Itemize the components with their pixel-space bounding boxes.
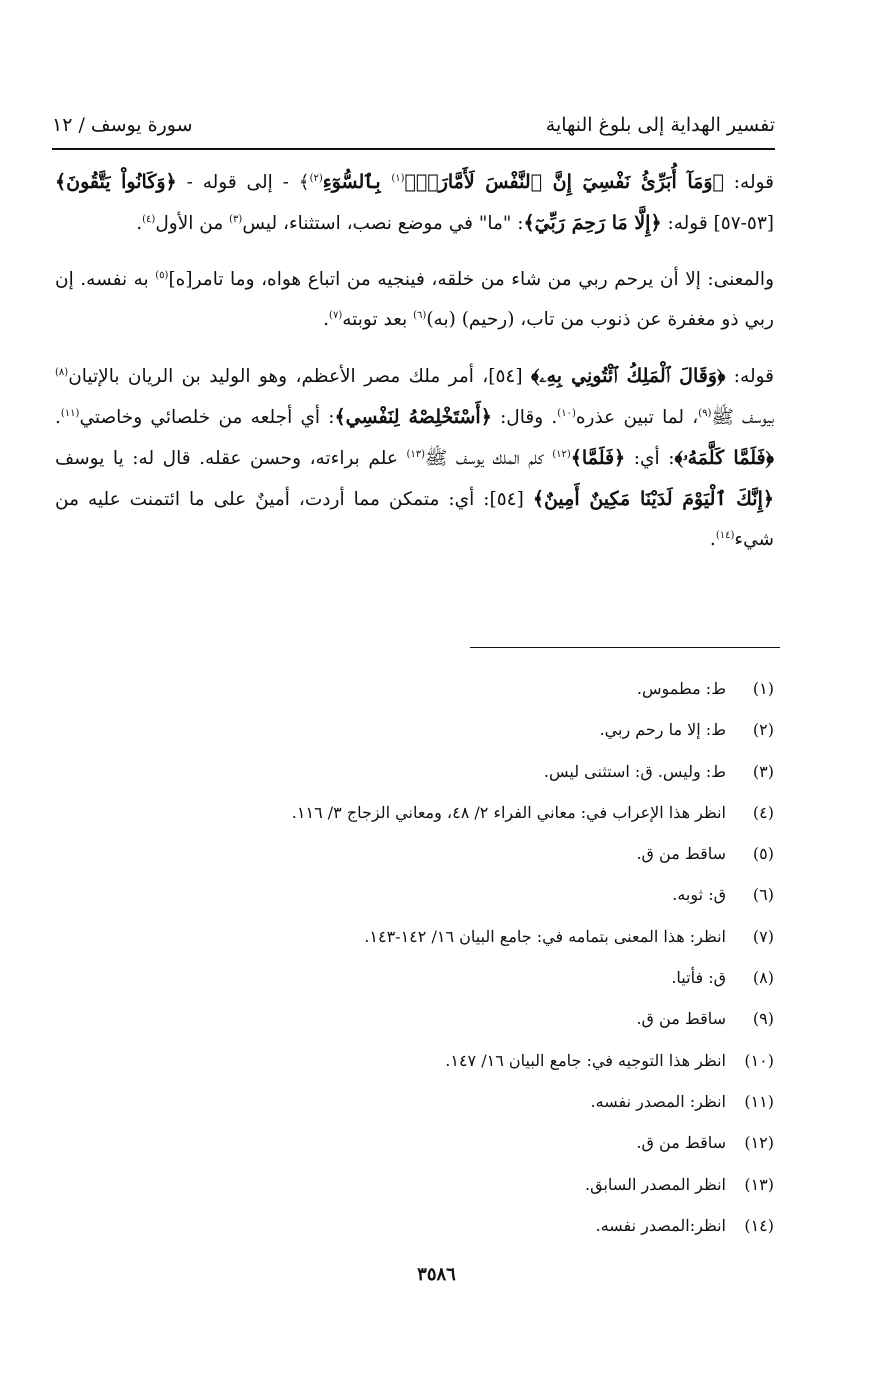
quran-verse: ﴿وَقَالَ ٱلْمَلِكُ ٱئْتُونِي بِهِۦ﴾ bbox=[530, 365, 726, 387]
footnote-item bbox=[100, 878, 774, 919]
text-run: قوله: bbox=[723, 172, 774, 193]
text-run: كلم الملك يوسف ﷺ bbox=[425, 448, 553, 469]
text-run: : أي: bbox=[625, 448, 675, 469]
footnote-item bbox=[100, 1002, 774, 1043]
footnote-item bbox=[100, 1126, 774, 1167]
footnote-number: (٧) bbox=[752, 926, 774, 946]
footnote-number: (٥) bbox=[752, 844, 774, 864]
text-run: به نفسه. إن ربي ذو مغفرة عن ذنوب من تاب، (رحيم) (به) bbox=[55, 269, 774, 330]
footnote-number: (٩) bbox=[752, 1009, 774, 1029]
text-run: . bbox=[323, 309, 330, 330]
footnote-number: (٢) bbox=[752, 720, 774, 740]
footnote-text: انظر:المصدر نفسه. bbox=[595, 1215, 726, 1235]
footnote-ref: (١١) bbox=[60, 407, 80, 419]
footnote-item bbox=[100, 920, 774, 961]
footnote-ref: (٩) bbox=[698, 407, 712, 419]
text-run: ، لما تبين عذره bbox=[575, 407, 699, 428]
footnote-item bbox=[100, 796, 774, 837]
footnote-number: (٤) bbox=[752, 802, 774, 822]
footnote-ref: (١٤) bbox=[715, 529, 735, 541]
footnote-ref: (٥) bbox=[155, 269, 169, 281]
quran-verse: ﴿وَكَانُواْ يَتَّقُونَ﴾ bbox=[55, 171, 177, 193]
footnote-item bbox=[100, 837, 774, 878]
quran-verse: ﴿أَسْتَخْلِصْهُ لِنَفْسِي﴾ bbox=[334, 406, 492, 428]
footnote-ref: (٧) bbox=[329, 309, 343, 321]
book-title: تفسير الهداية إلى بلوغ النهاية bbox=[545, 114, 775, 136]
text-run: قوله: bbox=[725, 366, 774, 387]
footnote-item bbox=[100, 713, 774, 754]
text-run: . bbox=[709, 529, 716, 550]
footnote-text: انظر: المصدر نفسه. bbox=[590, 1091, 726, 1111]
text-run: بيوسف ﷺ bbox=[711, 407, 775, 428]
footnote-text: ط: إلا ما رحم ربي. bbox=[599, 720, 726, 740]
footnote-ref: (١٠) bbox=[557, 407, 576, 419]
header-rule bbox=[52, 148, 775, 150]
footnote-text: ساقط من ق. bbox=[636, 844, 726, 864]
footnote-text: ق: ثوبه. bbox=[672, 885, 726, 905]
quran-verse: ﴿فَلَمَّا كَلَّمَهُۥ﴾ bbox=[674, 447, 774, 469]
quran-verse: بِٱلسُّوٓءِ bbox=[322, 171, 392, 193]
paragraph-2 bbox=[55, 260, 774, 340]
footnote-ref: (٣) bbox=[229, 213, 243, 225]
footnote-item bbox=[100, 755, 774, 796]
quran-verse: ﴿فَلَمَّا﴾ bbox=[570, 447, 626, 469]
footnote-text: انظر: هذا المعنى بتمامه في: جامع البيان ١٦/ ١٤٢-١٤٣. bbox=[364, 926, 726, 946]
footnote-text: ساقط من ق. bbox=[636, 1133, 726, 1153]
footnote-ref: (١٣) bbox=[406, 448, 425, 460]
footnote-text: ط: وليس. ق: استثنى ليس. bbox=[543, 761, 726, 781]
footnote-item bbox=[100, 1044, 774, 1085]
quran-verse: ﴿وَمَآ أُبَرِّئُ نَفْسِيٓ إِنَّ ٱلنَّفْسَ لَأَمَّارَةُۢ bbox=[404, 171, 724, 193]
footnote-ref: (١) bbox=[391, 172, 405, 184]
footnote-ref: (٨) bbox=[55, 366, 69, 378]
page-number: ٣٥٨٦ bbox=[417, 1264, 456, 1285]
text-run: [٥٣-٥٧] قوله: bbox=[661, 213, 774, 234]
footnote-number: (١٣) bbox=[744, 1174, 774, 1194]
quran-verse: ﴿إِنَّكَ ٱلْيَوْمَ لَدَيْنَا مَكِينٌ أَمِينٌ﴾ bbox=[532, 488, 774, 510]
footnote-item bbox=[100, 1085, 774, 1126]
footnote-text: انظر هذا الإعراب في: معاني الفراء ٢/ ٤٨، ومعاني الزجاج ٣/ ١١٦. bbox=[291, 802, 726, 822]
footnote-item bbox=[100, 672, 774, 713]
footnote-number: (٦) bbox=[752, 885, 774, 905]
footnote-ref: (١٢) bbox=[552, 448, 571, 460]
paragraph-3 bbox=[55, 356, 774, 560]
footnote-item bbox=[100, 961, 774, 1002]
paragraph-1 bbox=[55, 162, 774, 244]
text-run: والمعنى: إلا أن يرحم ربي من شاء من خلقه، فينجيه من اتباع هواه، وما تامر[ه] bbox=[168, 269, 774, 290]
footnote-number: (١٠) bbox=[744, 1050, 774, 1070]
footnote-text: ساقط من ق. bbox=[636, 1009, 726, 1029]
footnote-ref: (٦) bbox=[413, 309, 427, 321]
text-run: : "ما" في موضع نصب، استثناء، ليس bbox=[242, 213, 524, 234]
surah-label: سورة يوسف / ١٢ bbox=[52, 114, 193, 136]
footnote-item bbox=[100, 1168, 774, 1209]
footnote-ref: (٢) bbox=[309, 172, 323, 184]
footnote-number: (١٢) bbox=[744, 1133, 774, 1153]
text-run: . bbox=[55, 407, 61, 428]
footnote-number: (١٤) bbox=[744, 1215, 774, 1235]
text-run: : أي أجلعه من خلصائي وخاصتي bbox=[79, 407, 335, 428]
text-run: [٥٤]: أي: متمكن مما أردت، أمينٌ على ما ائتمنت عليه من شيء bbox=[55, 489, 774, 550]
footnote-number: (١) bbox=[752, 679, 774, 698]
text-run: علم براءته، وحسن عقله. قال له: يا يوسف bbox=[55, 448, 407, 469]
text-run: . bbox=[136, 213, 143, 234]
text-run: . وقال: bbox=[491, 407, 558, 428]
footnote-text: ط: مطموس. bbox=[636, 679, 726, 698]
footnote-number: (٨) bbox=[752, 968, 774, 988]
footnotes-list bbox=[100, 672, 774, 1250]
text-run: من الأول bbox=[155, 213, 230, 234]
text-run: ﴾ - إلى قوله - bbox=[176, 172, 310, 193]
footnote-number: (٣) bbox=[752, 761, 774, 781]
footnote-text: ق: فأتيا. bbox=[671, 968, 726, 988]
quran-verse: ﴿إِلَّا مَا رَحِمَ رَبِّيٓ﴾ bbox=[523, 212, 662, 234]
footnote-item bbox=[100, 1209, 774, 1250]
footnote-text: انظر هذا التوجيه في: جامع البيان ١٦/ ١٤٧. bbox=[445, 1050, 726, 1070]
main-text bbox=[55, 162, 774, 560]
footnote-separator bbox=[470, 647, 780, 648]
text-run: بعد توبته bbox=[342, 309, 414, 330]
footnote-text: انظر المصدر السابق. bbox=[585, 1174, 726, 1194]
text-run: [٥٤]، أمر ملك مصر الأعظم، وهو الوليد بن الريان بالإتيان bbox=[68, 366, 531, 387]
footnote-ref: (٤) bbox=[142, 213, 156, 225]
footnote-number: (١١) bbox=[744, 1091, 774, 1111]
